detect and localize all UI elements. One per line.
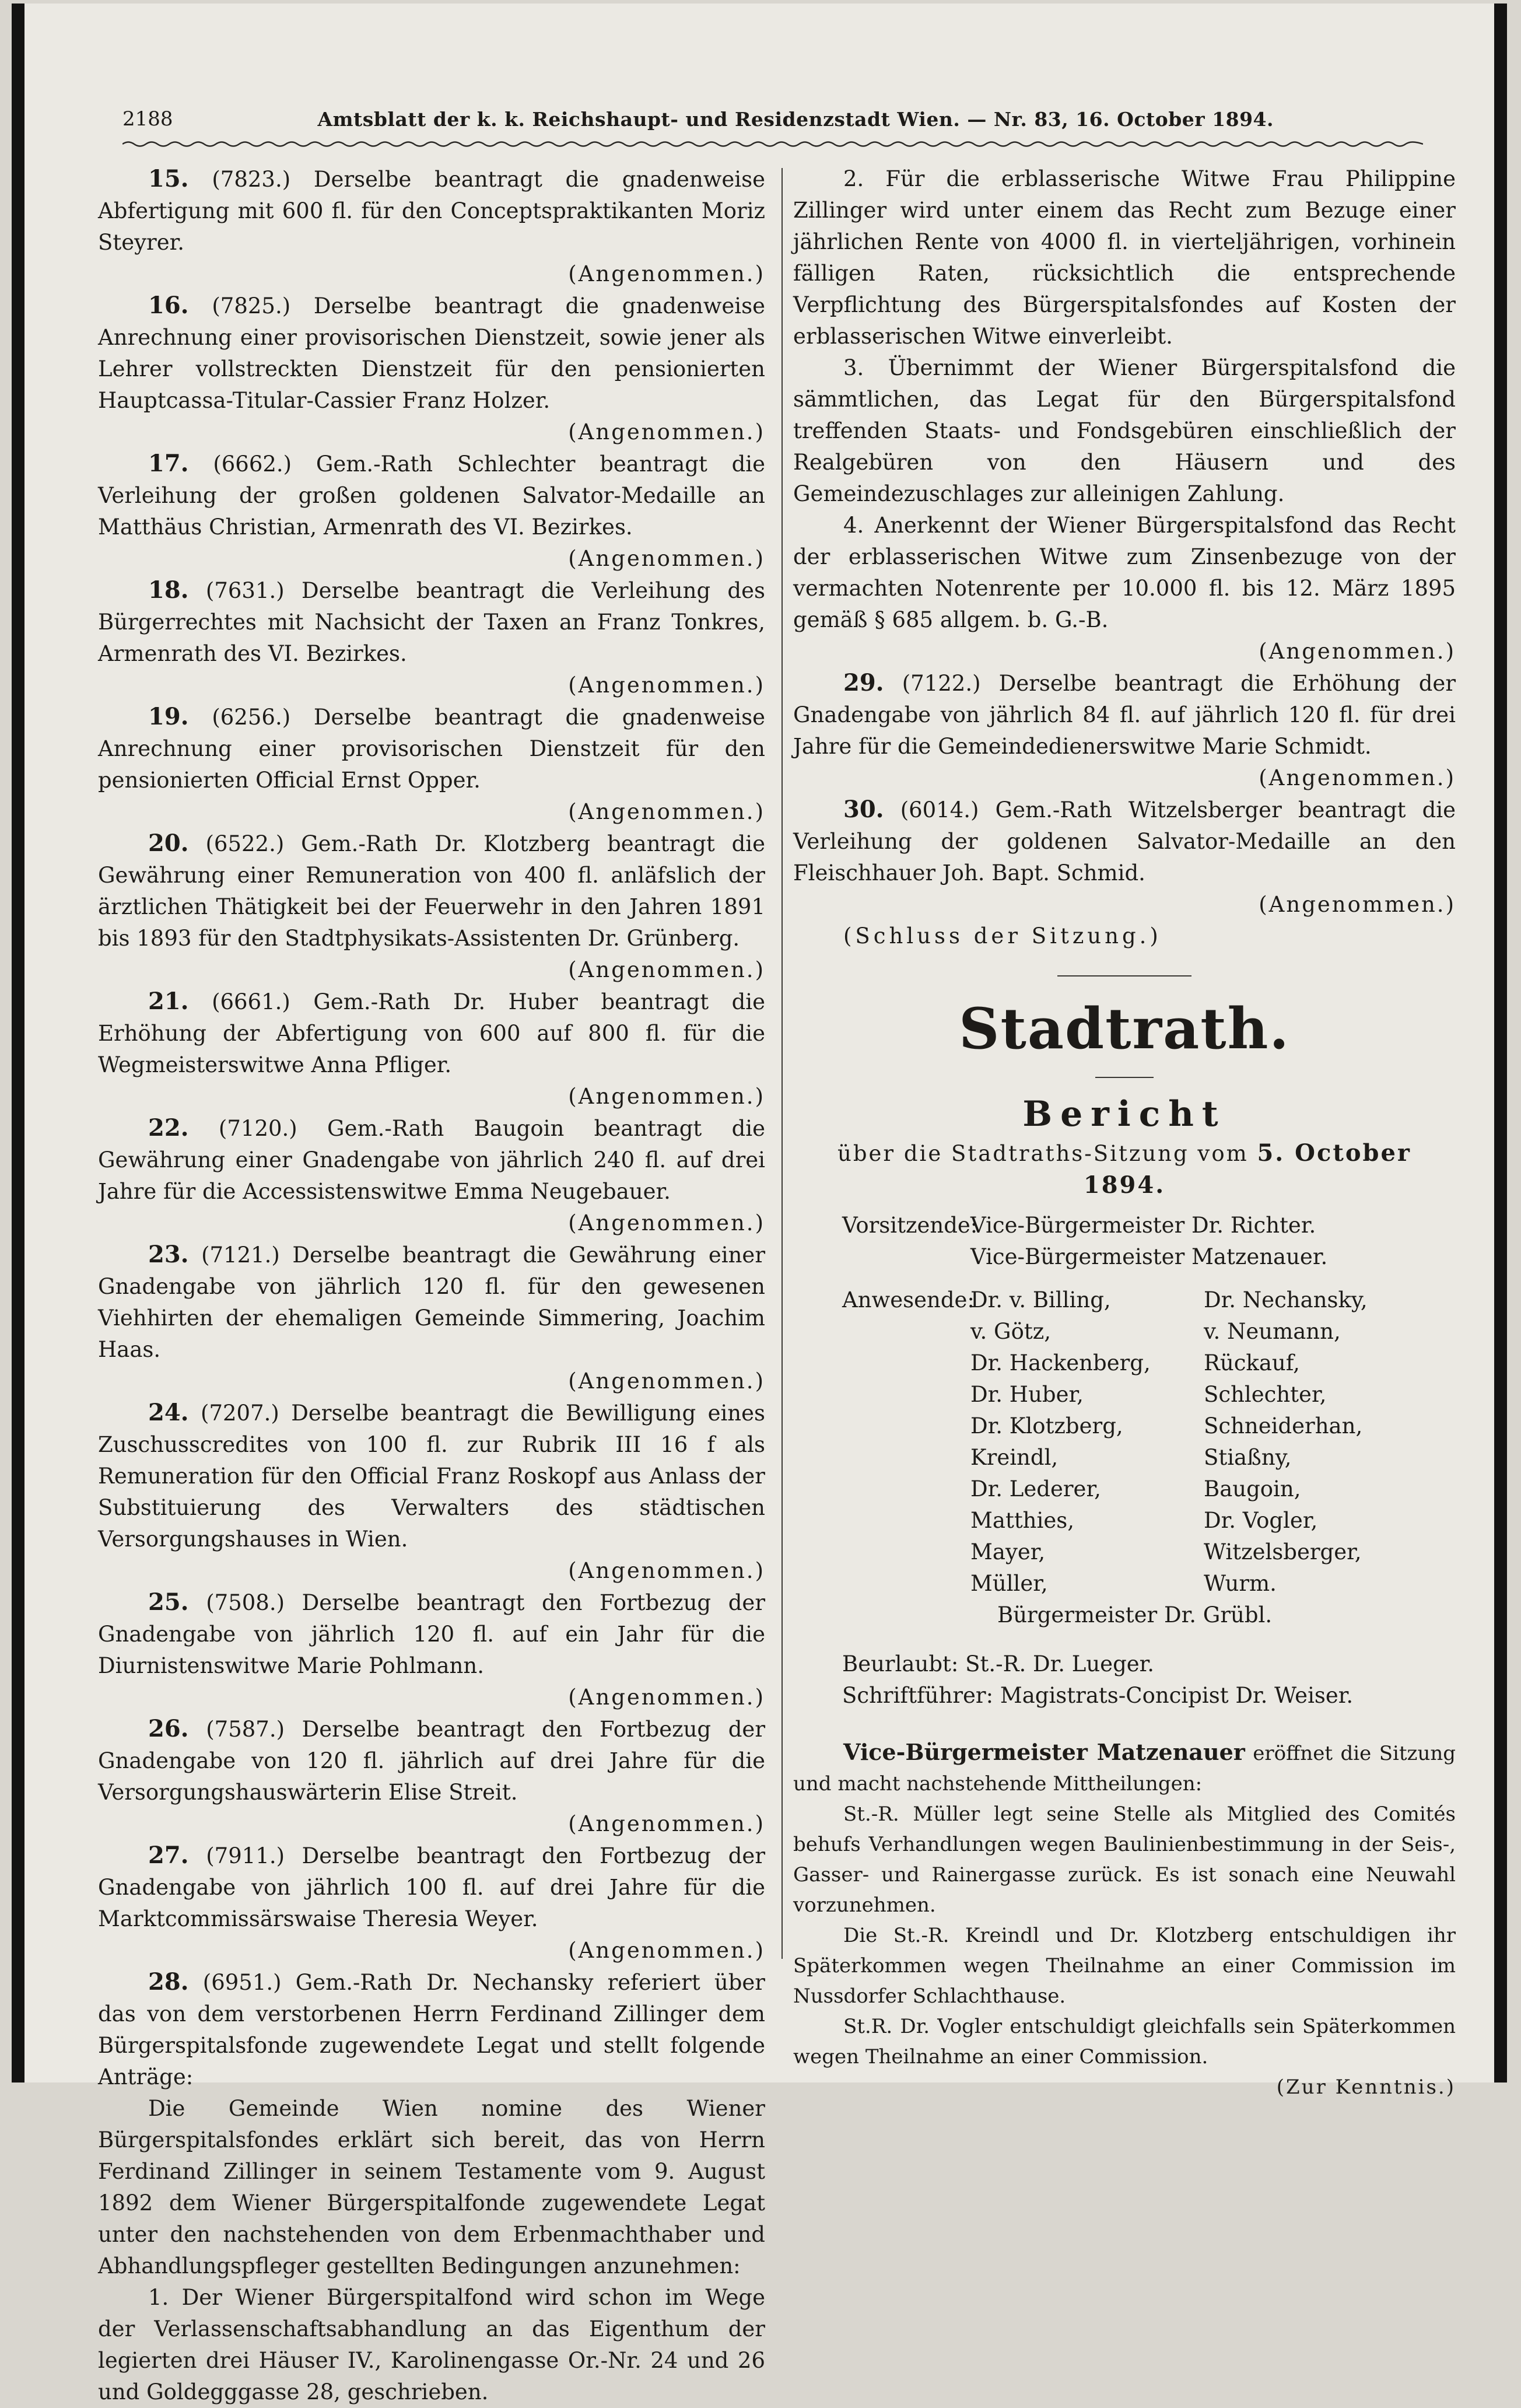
paragraph-kreindl: Die St.-R. Kreindl und Dr. Klotzberg entschuldigen ihr Späterkommen wegen Theilnahme an einer Commission im Nussdorfer Schlachthause.	[793, 1924, 1456, 2008]
status-accepted: (Angenommen.)	[1259, 639, 1456, 664]
entry-20: 20. (6522.) Gem.-Rath Dr. Klotzberg beantragt die Gewährung einer Remuneration von 400 fl. anläfslich der ärztlichen Thätigkeit bei der Feuerwehr in den Jahren 1891 bis 1893 für den Stadtphysikats-Assistenten Dr. Grünberg.	[98, 830, 765, 951]
status-accepted: (Angenommen.)	[568, 261, 765, 286]
attendee: Baugoin,	[1204, 1476, 1301, 1502]
status-accepted: (Angenommen.)	[568, 1938, 765, 1963]
status-accepted: (Angenommen.)	[568, 1084, 765, 1109]
paragraph-vogler: St.R. Dr. Vogler entschuldigt gleichfalls sein Späterkommen wegen Theilnahme an einer Commission.	[793, 2015, 1456, 2068]
attendee: Stiaßny,	[1204, 1445, 1292, 1470]
report-heading: Bericht	[1022, 1094, 1226, 1135]
attendee: Dr. Klotzberg,	[970, 1413, 1123, 1438]
absent-line: Beurlaubt: St.-R. Dr. Lueger.	[842, 1651, 1155, 1676]
attendee: Schneiderhan,	[1204, 1413, 1363, 1438]
announcements	[793, 1737, 1456, 2102]
paragraph-condition-3: 3. Übernimmt der Wiener Bürgerspitalsfond die sämmtlichen, das Legat für den Bürgerspitalsfond treffenden Staats- und Fondsgebüren einschließlich der Realgebüren von den Häusern und des Gemeindezuschlages zur alleinigen Zahlung.	[793, 355, 1456, 506]
attendee: Mayer,	[970, 1539, 1046, 1564]
entry-16: 16. (7825.) Derselbe beantragt die gnadenweise Anrechnung einer provisorischen Dienstzeit, sowie jener als Lehrer vollstreckten Dienstzeit für den pensionierten Hauptcassa-Titular-Cassier Franz Holzer.	[98, 292, 765, 413]
entry-19: 19. (6256.) Derselbe beantragt die gnadenweise Anrechnung einer provisorischen Dienstzeit für den pensionierten Official Ernst Opper.	[98, 703, 765, 793]
entry-27: 27. (7911.) Derselbe beantragt den Fortbezug der Gnadengabe von jährlich 100 fl. auf drei Jahre für die Marktcommissärswaise Theresia Weyer.	[98, 1842, 765, 1931]
session-end-note: (Schluss der Sitzung.)	[843, 923, 1162, 949]
status-accepted: (Angenommen.)	[1259, 765, 1456, 790]
entry-24: 24. (7207.) Derselbe beantragt die Bewilligung eines Zuschusscredites von 100 fl. zur Rubrik III 16 f als Remuneration für den Official Franz Roskopf aus Anlass der Substituierung des Verwalters des städtischen Versorgungshauses in Wien.	[98, 1399, 766, 1552]
header-wavy-rule	[122, 139, 1423, 149]
status-accepted: (Angenommen.)	[568, 1558, 765, 1583]
entry-21: 21. (6661.) Gem.-Rath Dr. Huber beantragt die Erhöhung der Abfertigung von 600 auf 800 fl. für die Wegmeisterswitwe Anna Pfliger.	[98, 988, 765, 1077]
entry-17: 17. (6662.) Gem.-Rath Schlechter beantragt die Verleihung der großen goldenen Salvator-Medaille an Matthäus Christian, Armenrath des VI. Bezirkes.	[98, 450, 765, 540]
status-accepted: (Angenommen.)	[568, 673, 765, 698]
mayor-line: Bürgermeister Dr. Grübl.	[997, 1602, 1273, 1628]
section-heading: Stadtrath.	[959, 996, 1290, 1062]
paragraph-condition-1: 1. Der Wiener Bürgerspitalfond wird schon im Wege der Verlassenschaftsabhandlung an das Eigenthum der legierten drei Häuser IV., Karolinengasse Or.-Nr. 24 und 26 und Goldegggasse 28, geschrieben.	[98, 2285, 765, 2404]
attendees-list	[970, 1284, 1456, 1600]
attendee: Dr. Hackenberg,	[970, 1350, 1151, 1376]
column-divider	[781, 168, 783, 1959]
report-subtitle: über die Stadtraths-Sitzung vom 5. October 1894.	[837, 1139, 1411, 1199]
section-rule	[1057, 975, 1191, 977]
entry-18: 18. (7631.) Derselbe beantragt die Verleihung des Bürgerrechtes mit Nachsicht der Taxen an Franz Tonkres, Armenrath des VI. Bezirkes.	[98, 576, 766, 666]
secretary-line: Schriftführer: Magistrats-Concipist Dr. Weiser.	[842, 1683, 1354, 1708]
attendee: Dr. Vogler,	[1204, 1508, 1318, 1533]
entry-30: 30. (6014.) Gem.-Rath Witzelsberger beantragt die Verleihung der goldenen Salvator-Medaille an den Fleischhauer Joh. Bapt. Schmid.	[793, 796, 1456, 886]
status-accepted: (Angenommen.)	[568, 1210, 765, 1236]
attendees-label: Anwesende:	[842, 1287, 975, 1312]
entry-15: 15. (7823.) Derselbe beantragt die gnadenweise Abfertigung mit 600 fl. für den Conceptspraktikanten Moriz Steyrer.	[98, 165, 765, 255]
attendee: Schlechter,	[1204, 1382, 1327, 1407]
paragraph-mueller: St.-R. Müller legt seine Stelle als Mitglied des Comités behufs Verhandlungen wegen Baulinienbestimmung in der Seis-, Gasser- und Rainergasse zurück. Es ist sonach eine Neuwahl vorzunehmen.	[793, 1803, 1456, 1917]
publication-title: Amtsblatt der k. k. Reichshaupt- und Residenzstadt Wien. — Nr. 83, 16. October 1894.	[317, 107, 1274, 131]
entry-22: 22. (7120.) Gem.-Rath Baugoin beantragt die Gewährung einer Gnadengabe von jährlich 240 fl. auf drei Jahre für die Accessistenswitwe Emma Neugebauer.	[98, 1114, 765, 1204]
entry-26: 26. (7587.) Derselbe beantragt den Fortbezug der Gnadengabe von 120 fl. jährlich auf drei Jahre für die Versorgungshauswärterin Elise Streit.	[98, 1715, 765, 1805]
paragraph-condition-2: 2. Für die erblasserische Witwe Frau Philippine Zillinger wird unter einem das Recht zum Bezuge einer jährlichen Rente von 4000 fl. in vierteljährigen, vorhinein fälligen Raten, rücksichtlich die entsprechende Verpflichtung des Bürgerspitalsfondes auf Kosten der erblasserischen Witwe einverleibt.	[793, 166, 1456, 349]
status-accepted: (Angenommen.)	[568, 1685, 765, 1710]
attendee: v. Neumann,	[1204, 1319, 1341, 1344]
entry-29: 29. (7122.) Derselbe beantragt die Erhöhung der Gnadengabe von jährlich 84 fl. auf jährlich 120 fl. für drei Jahre für die Gemeindedienerswitwe Marie Schmidt.	[793, 669, 1456, 759]
attendee: Dr. Lederer,	[970, 1476, 1101, 1502]
attendee: Matthies,	[970, 1508, 1074, 1533]
status-accepted: (Angenommen.)	[568, 1368, 765, 1394]
left-column	[98, 163, 765, 2408]
attendee: v. Götz,	[970, 1319, 1051, 1344]
entry-28: 28. (6951.) Gem.-Rath Dr. Nechansky referiert über das von dem verstorbenen Herrn Ferdinand Zillinger dem Bürgerspitalsfonde zugewendete Legat und stellt folgende Anträge:	[98, 1968, 765, 2090]
status-accepted: (Angenommen.)	[568, 419, 765, 444]
attendee: Witzelsberger,	[1204, 1539, 1362, 1564]
attendee: Dr. Nechansky,	[1204, 1287, 1368, 1312]
status-accepted: (Angenommen.)	[568, 799, 765, 824]
attendee: Dr. v. Billing,	[970, 1287, 1111, 1312]
status-accepted: (Angenommen.)	[1259, 892, 1456, 917]
attendee: Rückauf,	[1204, 1350, 1300, 1376]
attendee: Müller,	[970, 1571, 1048, 1596]
attendee: Dr. Huber,	[970, 1382, 1084, 1407]
attendee: Wurm.	[1204, 1571, 1277, 1596]
status-noted: (Zur Kenntnis.)	[1276, 2076, 1456, 2099]
status-accepted: (Angenommen.)	[568, 1811, 765, 1836]
paragraph-gemeinde: Die Gemeinde Wien nomine des Wiener Bürgerspitalsfondes erklärt sich bereit, das von Herrn Ferdinand Zillinger in seinem Testamente vom 9. August 1892 dem Wiener Bürgerspitalfonde zugewendete Legat unter den nachstehenden von dem Erbenmachthaber und Abhandlungspfleger gestellten Bedingungen anzunehmen:	[98, 2096, 765, 2278]
page-number: 2188	[122, 107, 173, 131]
entry-25: 25. (7508.) Derselbe beantragt den Fortbezug der Gnadengabe von jährlich 120 fl. auf ein Jahr für die Diurnistenswitwe Marie Pohlmann.	[98, 1588, 765, 1678]
heading-rule	[1095, 1077, 1154, 1078]
entry-23: 23. (7121.) Derselbe beantragt die Gewährung einer Gnadengabe von jährlich 120 fl. für den gewesenen Viehhirten der ehemaligen Gemeinde Simmering, Joachim Haas.	[98, 1241, 766, 1362]
chairs-line-1: Vorsitzende:Vice-Bürgermeister Dr. Richter.	[842, 1213, 1316, 1238]
paragraph-condition-4: 4. Anerkennt der Wiener Bürgerspitalsfond das Recht der erblasserischen Witwe zum Zinsenbezuge von der vermachten Notenrente per 10.000 fl. bis 12. März 1895 gemäß § 685 allgem. b. G.-B.	[793, 513, 1456, 632]
attendee: Kreindl,	[970, 1445, 1059, 1470]
status-accepted: (Angenommen.)	[568, 957, 765, 982]
page-header	[122, 102, 1274, 136]
status-accepted: (Angenommen.)	[568, 546, 765, 571]
opening-paragraph: Vice-Bürgermeister Matzenauer eröffnet die Sitzung und macht nachstehende Mittheilungen:	[793, 1739, 1456, 1796]
right-column	[793, 163, 1456, 2102]
chairs-line-2: Vice-Bürgermeister Matzenauer.	[970, 1244, 1328, 1269]
